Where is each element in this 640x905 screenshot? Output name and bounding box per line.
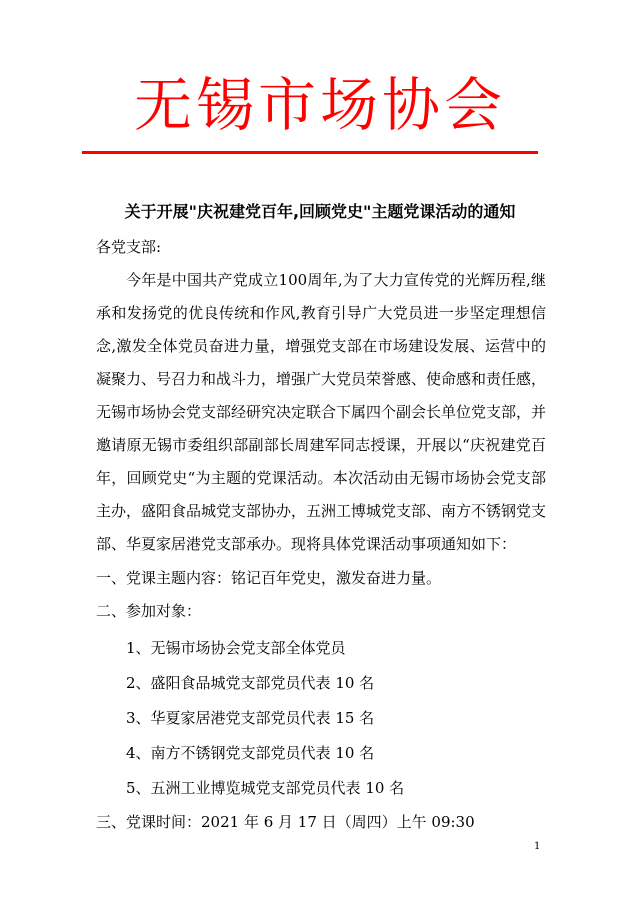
body-line: 部、华夏家居港党支部承办。现将具体党课活动事项通知如下： (96, 535, 517, 553)
body-line: 凝聚力、号召力和战斗力，增强广大党员荣誉感、使命感和责任感， (96, 370, 547, 388)
attendee-item: 4、南方不锈钢党支部党员代表 10 名 (126, 744, 375, 762)
notice-title: 关于开展"庆祝建党百年,回顾党史"主题党课活动的通知 (124, 202, 516, 221)
attendee-item: 1、无锡市场协会党支部全体党员 (126, 639, 346, 657)
body-line: 无锡市场协会党支部经研究决定联合下属四个副会长单位党支部，并 (96, 403, 547, 421)
body-line: 年，回顾党史“为主题的党课活动。本次活动由无锡市场协会党支部 (96, 469, 546, 487)
attendee-item: 3、华夏家居港党支部党员代表 15 名 (126, 709, 375, 727)
body-line: 主办，盛阳食品城党支部协办，五洲工博城党支部、南方不锈钢党支 (96, 502, 547, 520)
body-line: 念,激发全体党员奋进力量，增强党支部在市场建设发展、运营中的 (96, 337, 546, 355)
section-time: 三、党课时间：2021 年 6 月 17 日（周四）上午 09:30 (96, 813, 475, 831)
body-line: 今年是中国共产党成立100周年,为了大力宣传党的光辉历程,继 (126, 271, 546, 289)
page-number: 1 (534, 841, 541, 852)
attendee-item: 5、五洲工业博览城党支部党员代表 10 名 (126, 779, 405, 797)
body-line: 邀请原无锡市委组织部副部长周建军同志授课，开展以“庆祝建党百 (96, 436, 546, 454)
salutation: 各党支部: (96, 238, 162, 256)
section-attendees-heading: 二、参加对象： (96, 602, 202, 620)
body-line: 承和发扬党的优良传统和作风,教育引导广大党员进一步坚定理想信 (96, 304, 546, 322)
attendee-item: 2、盛阳食品城党支部党员代表 10 名 (126, 674, 375, 692)
section-topic: 一、党课主题内容：铭记百年党史，激发奋进力量。 (96, 569, 442, 587)
org-masthead: 无锡市场协会 (133, 71, 506, 139)
red-divider (82, 151, 538, 154)
